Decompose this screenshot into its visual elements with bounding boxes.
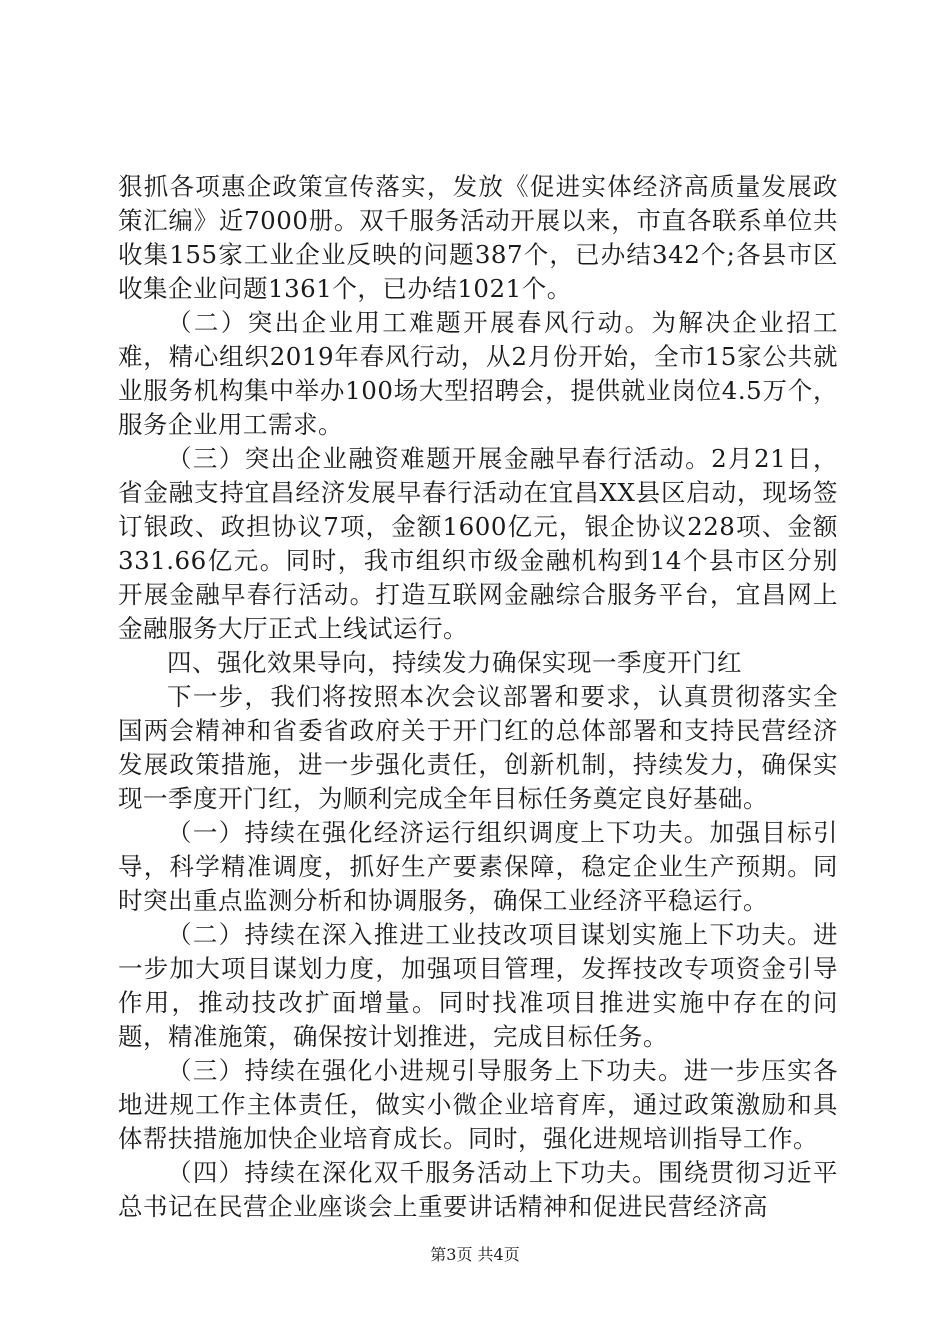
paragraph-item-two: （二）突出企业用工难题开展春风行动。为解决企业招工难，精心组织2019年春风行动，从2月份开始，全市15家公共就业服务机构集中举办100场大型招聘会，提供就业岗位4.5万个，服务企业用工需求。 — [118, 308, 838, 439]
document-body — [118, 170, 838, 1224]
paragraph-measure-two: （二）持续在深入推进工业技改项目谋划实施上下功夫。进一步加大项目谋划力度，加强项目管理，发挥技改专项资金引导作用，推动技改扩面增量。同时找准项目推进实施中存在的问题，精准施策，确保按计划推进，完成目标任务。 — [118, 920, 838, 1051]
page-number-footer: 第3页 共4页 — [430, 1245, 520, 1264]
paragraph-intro: 下一步，我们将按照本次会议部署和要求，认真贯彻落实全国两会精神和省委省政府关于开门红的总体部署和支持民营经济发展政策措施，进一步强化责任，创新机制，持续发力，确保实现一季度开门红，为顺利完成全年目标任务奠定良好基础。 — [118, 682, 838, 813]
paragraph-item-three: （三）突出企业融资难题开展金融早春行活动。2月21日，省金融支持宜昌经济发展早春行活动在宜昌XX县区启动，现场签订银政、政担协议7项，金额1600亿元，银企协议228项、金额331.66亿元。同时，我市组织市级金融机构到14个县市区分别开展金融早春行活动。打造互联网金融综合服务平台，宜昌网上金融服务大厅正式上线试运行。 — [118, 444, 838, 643]
paragraph-measure-three: （三）持续在强化小进规引导服务上下功夫。进一步压实各地进规工作主体责任，做实小微企业培育库，通过政策激励和具体帮扶措施加快企业培育成长。同时，强化进规培训指导工作。 — [118, 1056, 838, 1153]
section-heading: 四、强化效果导向，持续发力确保实现一季度开门红 — [167, 648, 742, 677]
paragraph-measure-four: （四）持续在深化双千服务活动上下功夫。围绕贯彻习近平总书记在民营企业座谈会上重要讲话精神和促进民营经济高 — [118, 1158, 838, 1221]
paragraph-measure-one: （一）持续在强化经济运行组织调度上下功夫。加强目标引导，科学精准调度，抓好生产要素保障，稳定企业生产预期。同时突出重点监测分析和协调服务，确保工业经济平稳运行。 — [118, 818, 838, 915]
paragraph-continuation: 狠抓各项惠企政策宣传落实，发放《促进实体经济高质量发展政策汇编》近7000册。双千服务活动开展以来，市直各联系单位共收集155家工业企业反映的问题387个，已办结342个;各县市区收集企业问题1361个，已办结1021个。 — [118, 172, 838, 303]
